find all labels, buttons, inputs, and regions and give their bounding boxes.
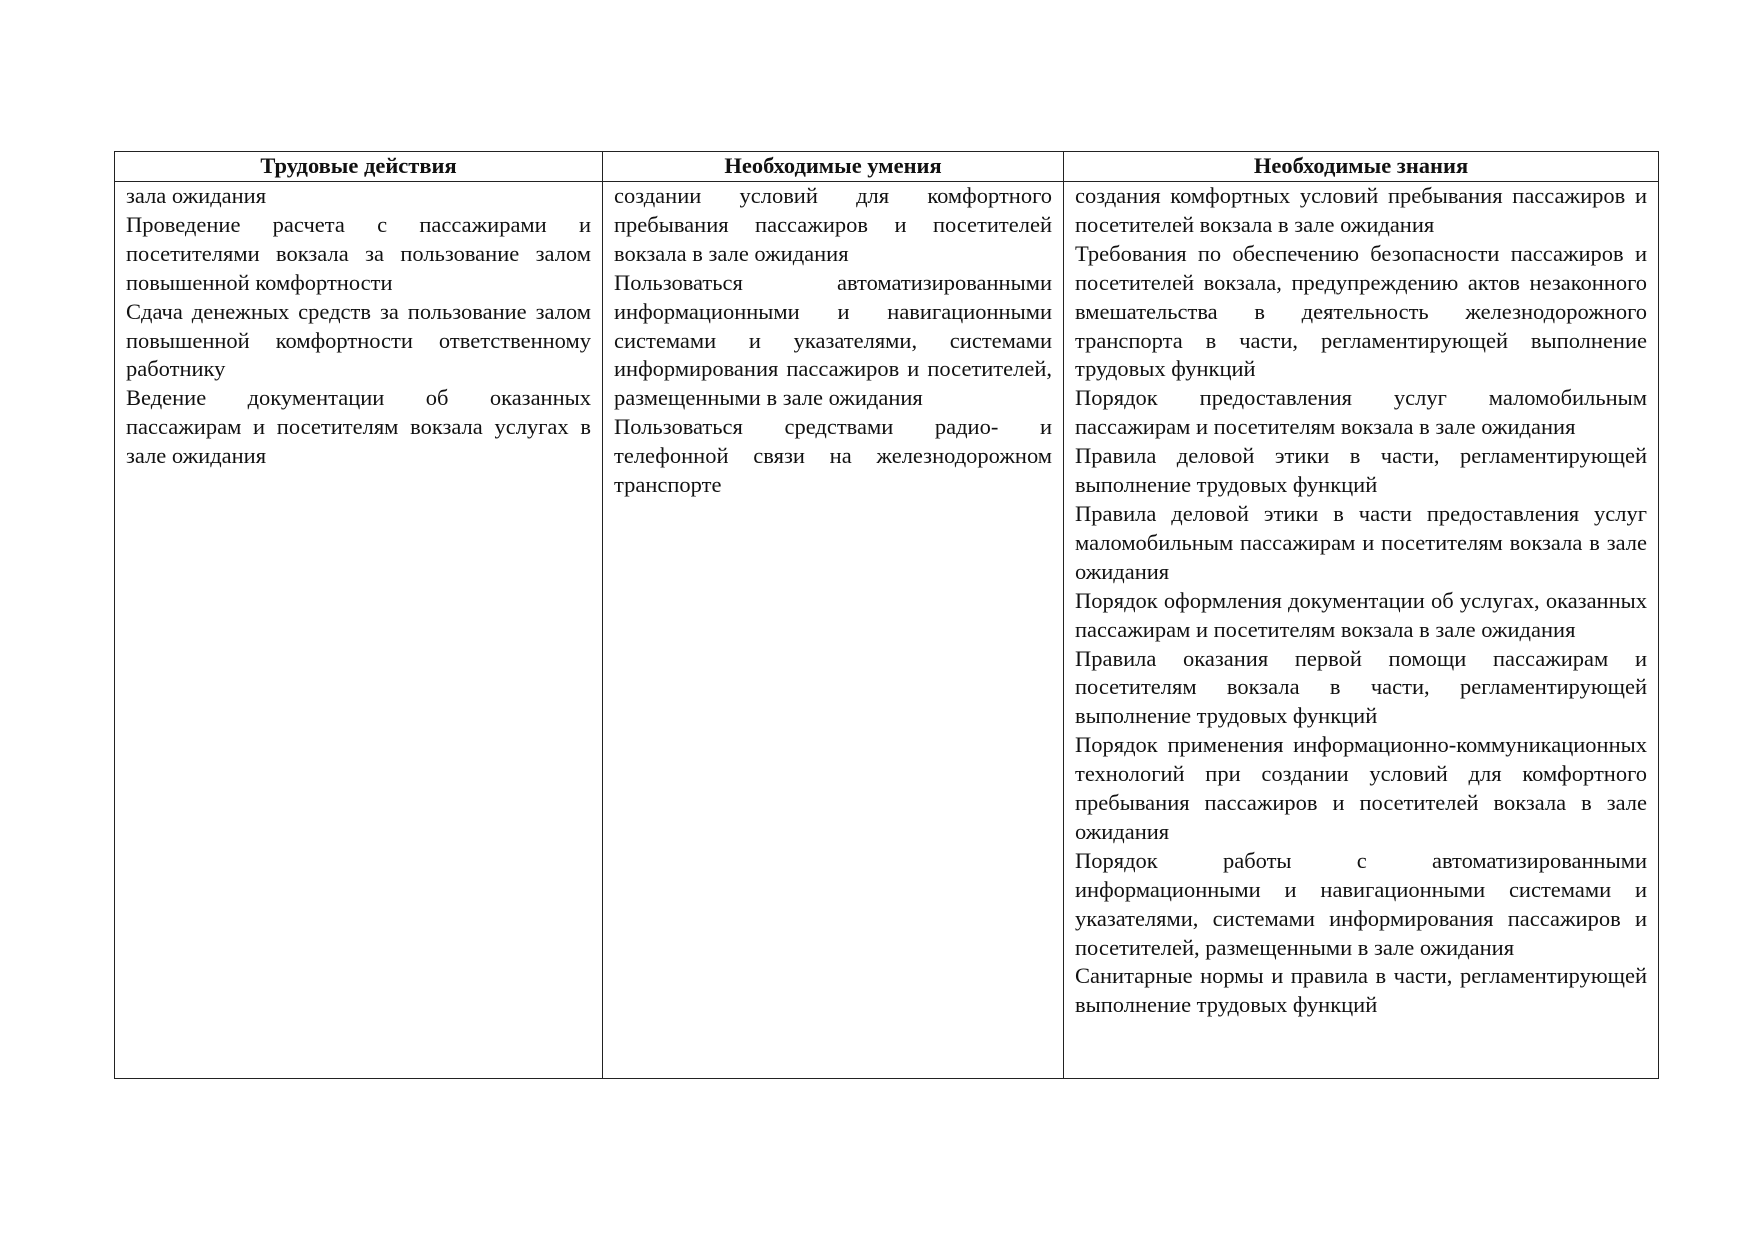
required-skills-cell [603, 182, 1064, 1079]
competency-table [114, 151, 1659, 1079]
list-item: создании условий для комфортного пребывания пассажиров и посетителей вокзала в зале ожидания [614, 183, 1052, 266]
table-header-row [115, 152, 1659, 182]
list-item: Порядок применения информационно-коммуникационных технологий при создании условий для комфортного пребывания пассажиров и посетителей вокзала в зале ожидания [1075, 732, 1647, 844]
list-item: Требования по обеспечению безопасности пассажиров и посетителей вокзала, предупреждению актов незаконного вмешательства в деятельность железнодорожного транспорта в части, регламентирующей выполнение трудовых функций [1075, 240, 1647, 382]
list-item: Порядок предоставления услуг маломобильным пассажирам и посетителям вокзала в зале ожидания [1075, 385, 1647, 440]
header-required-knowledge: Необходимые знания [1064, 152, 1659, 182]
list-item: Порядок оформления документации об услугах, оказанных пассажирам и посетителям вокзала в зале ожидания [1075, 587, 1647, 642]
list-item: создания комфортных условий пребывания пассажиров и посетителей вокзала в зале ожидания [1075, 183, 1647, 237]
list-item: Ведение документации об оказанных пассажирам и посетителям вокзала услугах в зале ожидания [126, 385, 591, 469]
list-item: Правила оказания первой помощи пассажирам и посетителям вокзала в части, регламентирующей выполнение трудовых функций [1075, 645, 1647, 729]
table-row [115, 182, 1659, 1079]
list-item: Санитарные нормы и правила в части, регламентирующей выполнение трудовых функций [1075, 963, 1647, 1018]
labor-actions-cell [115, 182, 603, 1079]
list-item: Пользоваться средствами радио- и телефонной связи на железнодорожном транспорте [614, 414, 1052, 498]
list-item: Сдача денежных средств за пользование залом повышенной комфортности ответственному работнику [126, 298, 591, 382]
list-item: Порядок работы с автоматизированными информационными и навигационными системами и указателями, системами информирования пассажиров и посетителей, размещенными в зале ожидания [1075, 847, 1647, 960]
list-item: Пользоваться автоматизированными информационными и навигационными системами и указателями, системами информирования пассажиров и посетителей, размещенными в зале ожидания [614, 269, 1052, 411]
header-labor-actions: Трудовые действия [115, 152, 603, 182]
required-knowledge-cell [1064, 182, 1659, 1079]
header-required-skills: Необходимые умения [603, 152, 1064, 182]
list-item: зала ожидания [126, 183, 267, 208]
list-item: Правила деловой этики в части предоставления услуг маломобильным пассажирам и посетителям вокзала в зале ожидания [1075, 500, 1647, 584]
list-item: Правила деловой этики в части, регламентирующей выполнение трудовых функций [1075, 443, 1647, 498]
list-item: Проведение расчета с пассажирами и посетителями вокзала за пользование залом повышенной комфортности [126, 211, 591, 295]
